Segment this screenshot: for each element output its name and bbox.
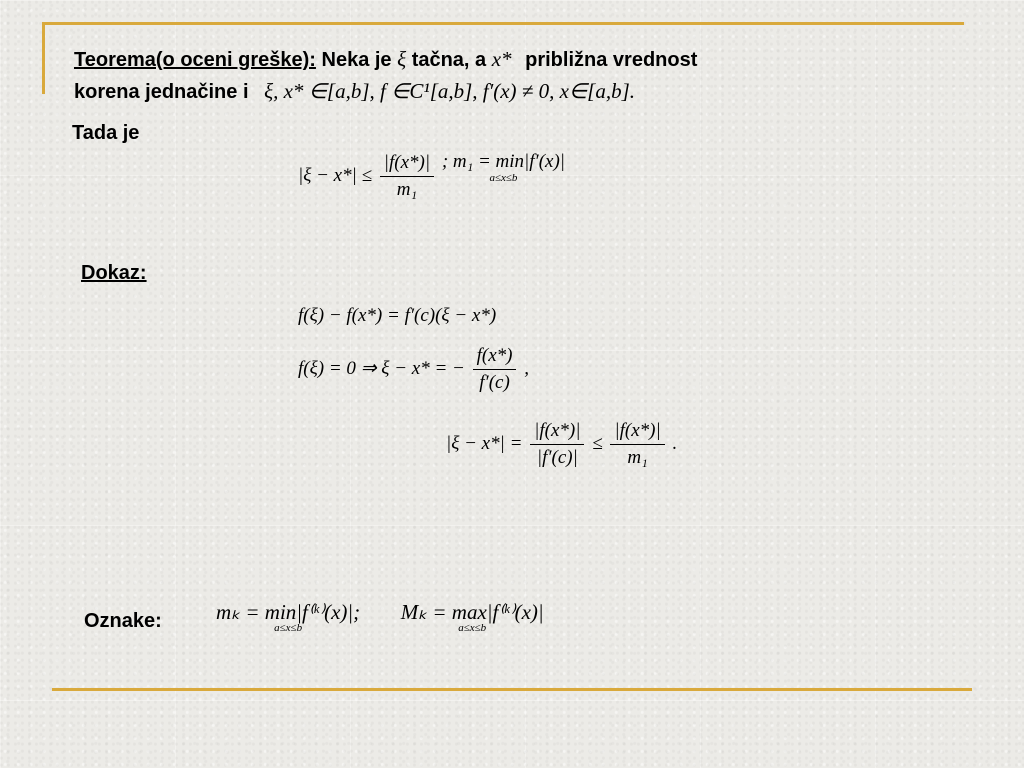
proof-heading: Dokaz: xyxy=(81,262,147,284)
error-estimate-formula xyxy=(298,152,565,201)
eq3-lhs: |ξ − x*| = xyxy=(446,432,523,454)
theorem-line-1 xyxy=(74,44,697,75)
fraction-denominator: m₁ xyxy=(396,179,418,200)
formula-lhs: |ξ − x*| ≤ xyxy=(298,164,373,186)
fraction-numerator: |f(x*)| xyxy=(380,152,434,177)
eq2-numerator: f(x*) xyxy=(473,345,517,370)
notation-label: Oznake: xyxy=(84,610,162,632)
eq3-period: . xyxy=(672,432,678,454)
theorem-text-d: korena jednačine i xyxy=(74,81,249,103)
Mk-definition xyxy=(401,602,544,634)
min-limit: a≤x≤b xyxy=(489,172,518,184)
mk-text: mₖ = min|f⁽ᵏ⁾(x)|; xyxy=(216,600,361,624)
formula-rhs xyxy=(442,152,565,184)
eq3-leq: ≤ xyxy=(592,432,603,454)
mk-definition xyxy=(216,602,360,634)
bottom-border-line xyxy=(52,688,972,691)
mk-limit: a≤x≤b xyxy=(274,622,303,634)
eq3-denominator-2: m₁ xyxy=(627,447,648,468)
xi-symbol: ξ xyxy=(397,47,407,71)
eq3-numerator-1: |f(x*)| xyxy=(530,420,584,445)
eq2-comma: , xyxy=(524,357,529,379)
theorem-text-a: Neka je xyxy=(321,49,392,71)
theorem-title: Teorema(o oceni greške): xyxy=(74,49,316,71)
Mk-text: Mₖ = max|f⁽ᵏ⁾(x)| xyxy=(400,600,544,624)
tada-je-text: Tada je xyxy=(72,122,140,144)
theorem-text-b: tačna, a xyxy=(411,49,487,71)
formula-rhs-text: ; m₁ = min|f′(x)| xyxy=(441,151,566,172)
xstar-symbol: x* xyxy=(491,47,512,71)
formula-fraction xyxy=(380,152,434,201)
eq3-fraction-1 xyxy=(530,420,584,469)
Mk-limit: a≤x≤b xyxy=(458,622,487,634)
proof-equation-2 xyxy=(298,345,529,394)
proof-equation-3 xyxy=(446,420,677,469)
theorem-condition: ξ, x* ∈[a,b], f ∈C¹[a,b], f′(x) ≠ 0, x∈[a,b]. xyxy=(264,79,636,103)
theorem-line-2 xyxy=(74,76,635,107)
left-border-line xyxy=(42,22,45,94)
eq2-lhs: f(ξ) = 0 ⇒ ξ − x* = − xyxy=(298,357,465,379)
eq3-denominator-1: |f′(c)| xyxy=(536,447,578,468)
eq3-fraction-2 xyxy=(610,420,664,469)
eq3-numerator-2: |f(x*)| xyxy=(610,420,664,445)
eq2-denominator: f′(c) xyxy=(479,372,510,393)
theorem-text-c: približna vrednost xyxy=(525,49,698,71)
top-border-line xyxy=(42,22,964,25)
proof-equation-1: f(ξ) − f(x*) = f′(c)(ξ − x*) xyxy=(298,305,497,326)
notation-formulas xyxy=(216,602,544,634)
eq2-fraction xyxy=(473,345,517,394)
